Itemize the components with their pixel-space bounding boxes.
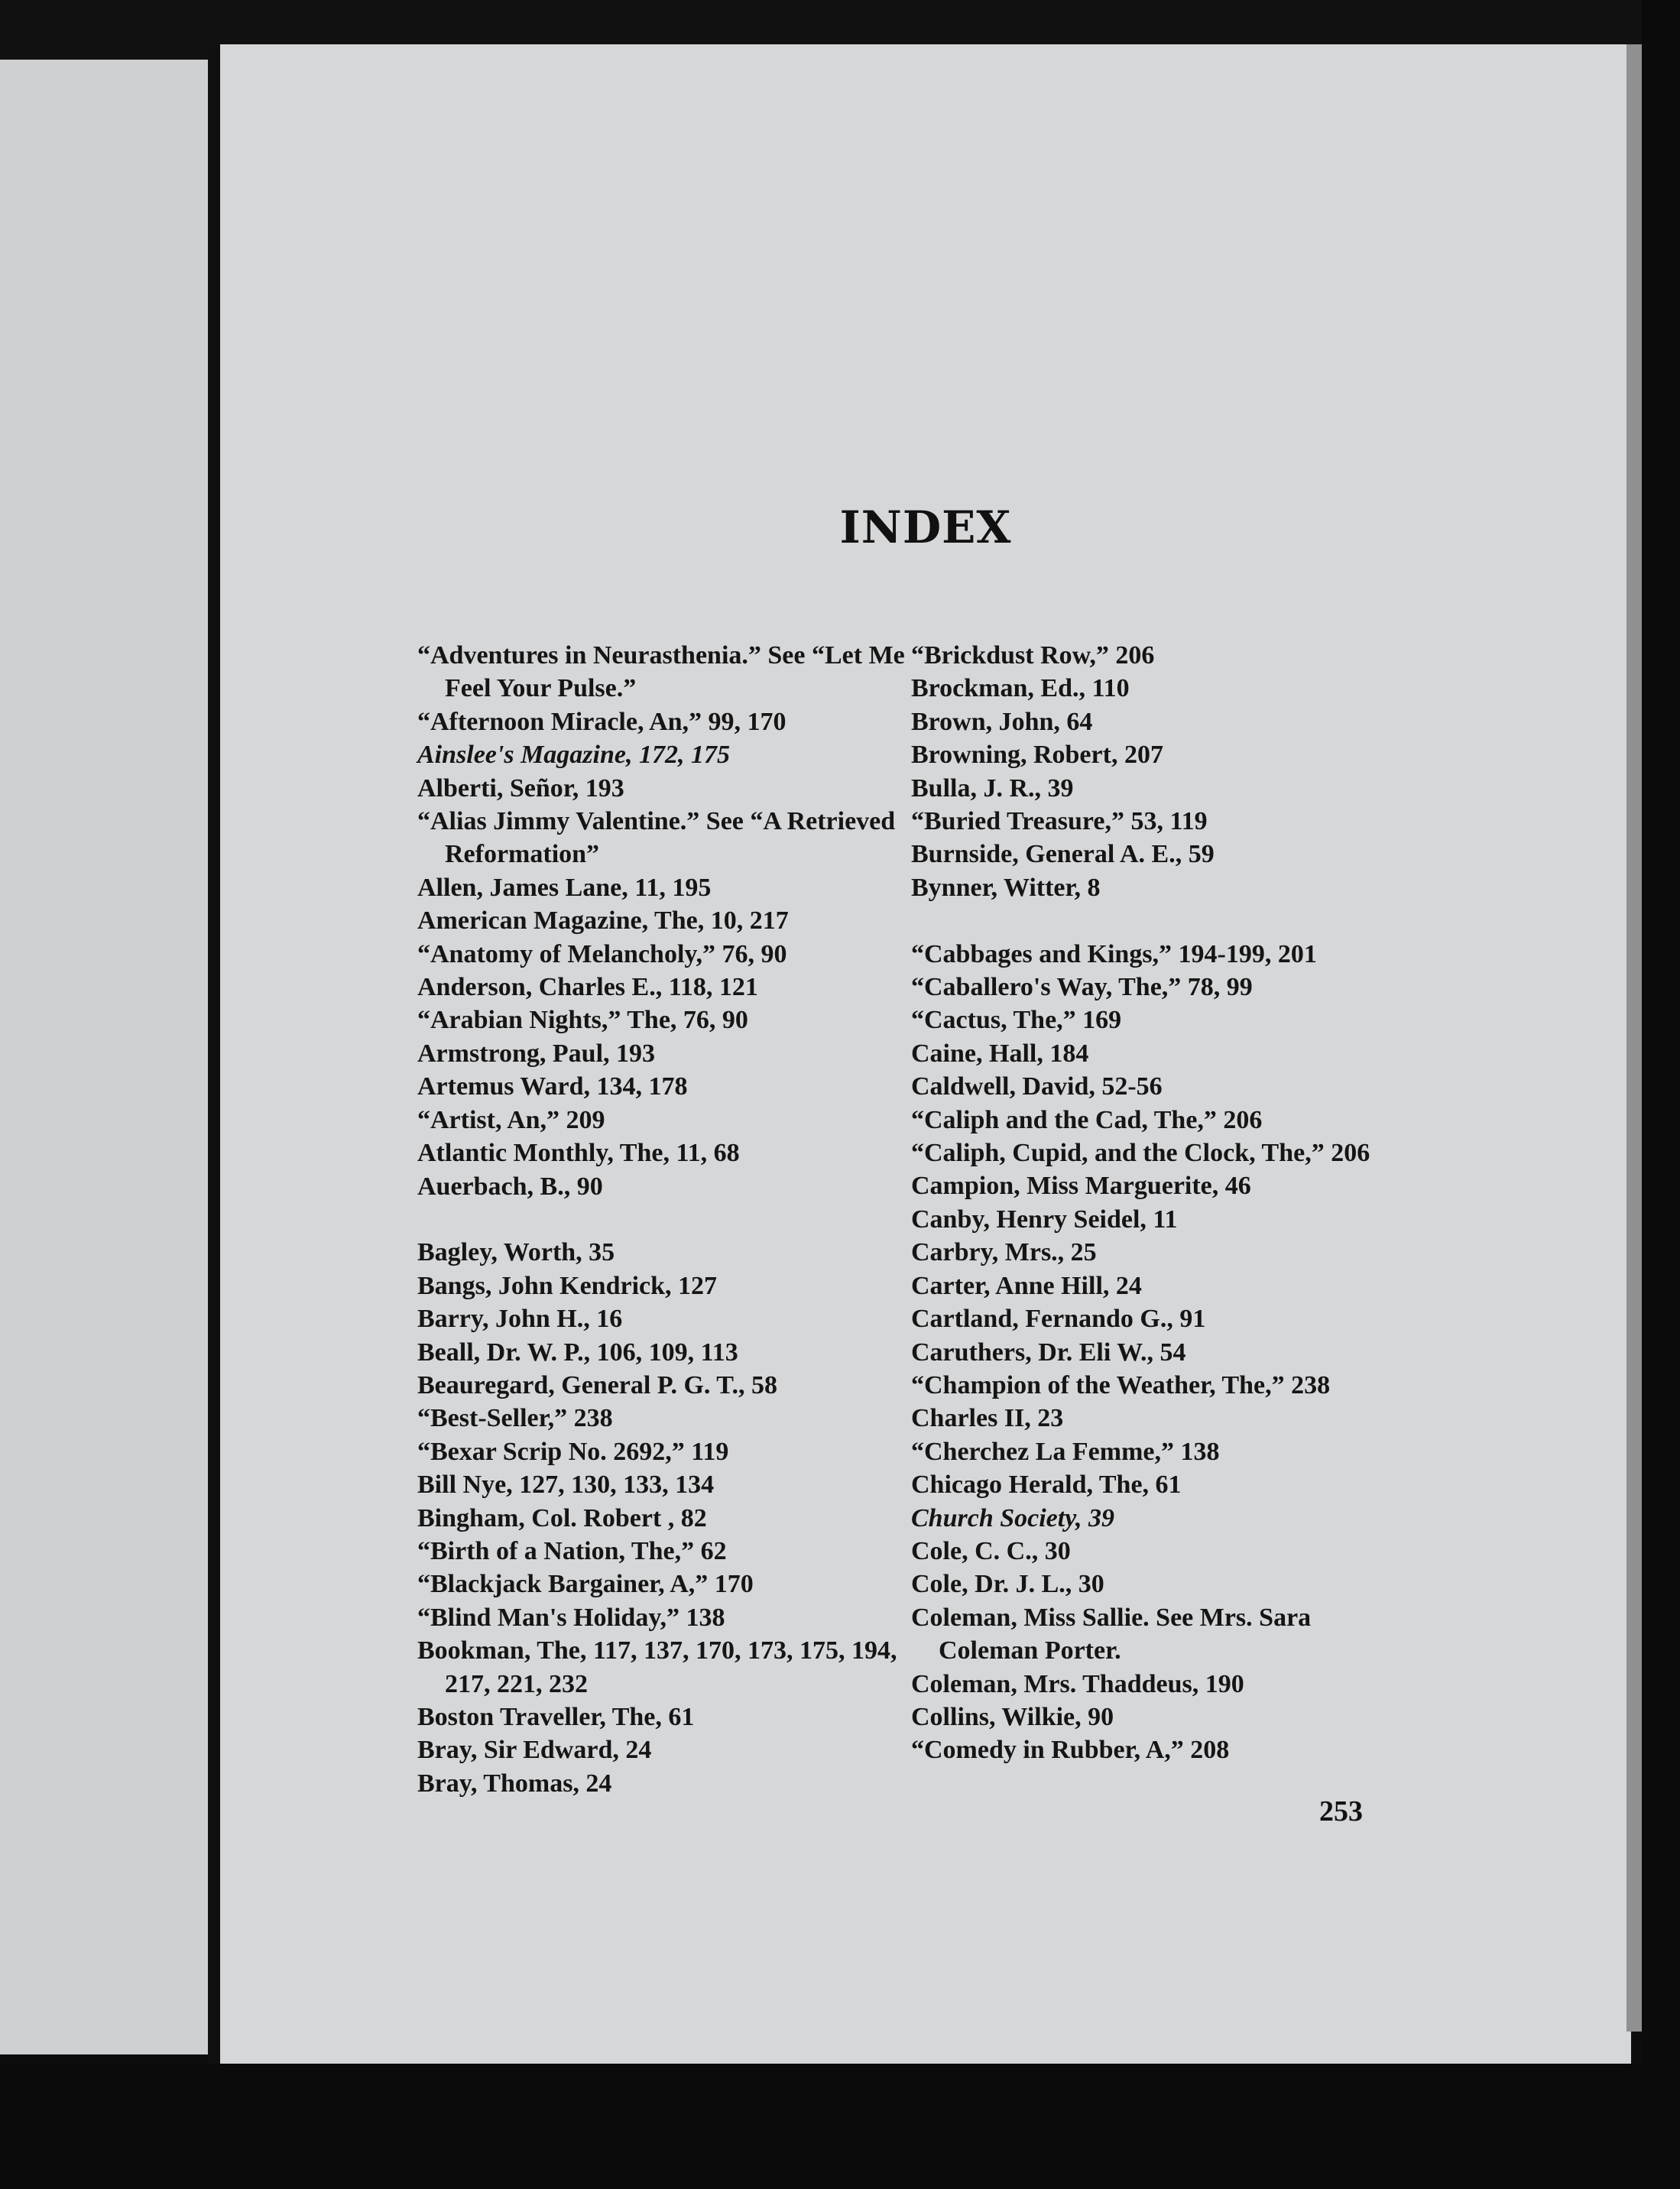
index-entry: “Anatomy of Melancholy,” 76, 90 <box>417 939 787 968</box>
index-entry: Bill Nye, 127, 130, 133, 134 <box>417 1471 715 1500</box>
index-entry: Bray, Thomas, 24 <box>417 1769 612 1798</box>
index-entry: Anderson, Charles E., 118, 121 <box>417 973 758 1002</box>
scan-right-border <box>1642 0 1680 2189</box>
index-entry: Carter, Anne Hill, 24 <box>911 1271 1142 1300</box>
index-entry: Atlantic Monthly, The, 11, 68 <box>417 1139 740 1168</box>
index-entry: “Arabian Nights,” The, 76, 90 <box>417 1006 748 1035</box>
index-entry: Burnside, General A. E., 59 <box>911 840 1215 869</box>
index-entry: “Bexar Scrip No. 2692,” 119 <box>417 1437 729 1466</box>
index-entry: Cartland, Fernando G., 91 <box>911 1305 1206 1334</box>
index-entry: Bray, Sir Edward, 24 <box>417 1736 652 1765</box>
index-entry: Coleman, Mrs. Thaddeus, 190 <box>911 1669 1244 1698</box>
index-entry: Armstrong, Paul, 193 <box>417 1039 656 1068</box>
index-entry: “Cactus, The,” 169 <box>911 1006 1122 1035</box>
index-entry: Alberti, Señor, 193 <box>417 773 624 803</box>
index-entry: “Champion of the Weather, The,” 238 <box>911 1370 1331 1399</box>
index-entry: Cole, Dr. J. L., 30 <box>911 1570 1104 1599</box>
index-entry: Carbry, Mrs., 25 <box>911 1238 1097 1267</box>
index-entry: “Caballero's Way, The,” 78, 99 <box>911 973 1253 1002</box>
index-entry: Brown, John, 64 <box>911 707 1093 736</box>
index-entry: “Caliph and the Cad, The,” 206 <box>911 1105 1263 1134</box>
index-page <box>220 44 1631 2064</box>
index-entry: Caldwell, David, 52-56 <box>911 1072 1163 1101</box>
index-entry: Church Society, 39 <box>911 1503 1115 1532</box>
index-entry: Beall, Dr. W. P., 106, 109, 113 <box>417 1338 738 1367</box>
index-entry: “Cabbages and Kings,” 194-199, 201 <box>911 939 1317 968</box>
index-entry: “Buried Treasure,” 53, 119 <box>911 807 1208 836</box>
index-entry: “Comedy in Rubber, A,” 208 <box>911 1736 1230 1765</box>
index-entry: “Blackjack Bargainer, A,” 170 <box>417 1570 754 1599</box>
index-entry: “Best-Seller,” 238 <box>417 1404 613 1433</box>
page-edge-shadow <box>1626 44 1642 2032</box>
index-entry: Caruthers, Dr. Eli W., 54 <box>911 1338 1186 1367</box>
index-entry: Chicago Herald, The, 61 <box>911 1471 1182 1500</box>
index-entry: Artemus Ward, 134, 178 <box>417 1072 688 1101</box>
index-entry: “Cherchez La Femme,” 138 <box>911 1437 1220 1466</box>
index-entry: Bynner, Witter, 8 <box>911 873 1101 902</box>
index-entry: Charles II, 23 <box>911 1404 1064 1433</box>
index-entry: Beauregard, General P. G. T., 58 <box>417 1370 777 1399</box>
index-entry: Campion, Miss Marguerite, 46 <box>911 1172 1251 1201</box>
index-entry: Barry, John H., 16 <box>417 1305 623 1334</box>
scan-bottom-border <box>0 2064 1680 2189</box>
index-entry: Boston Traveller, The, 61 <box>417 1702 695 1731</box>
index-entry: Allen, James Lane, 11, 195 <box>417 873 712 902</box>
index-entry: American Magazine, The, 10, 217 <box>417 906 789 936</box>
index-entry: Collins, Wilkie, 90 <box>911 1702 1114 1731</box>
index-entry: Bulla, J. R., 39 <box>911 773 1074 803</box>
index-entry: “Blind Man's Holiday,” 138 <box>417 1603 725 1632</box>
index-entry: Auerbach, B., 90 <box>417 1172 603 1201</box>
index-entry: Bagley, Worth, 35 <box>417 1238 615 1267</box>
page-number: 253 <box>1319 1795 1363 1827</box>
index-entry: Coleman, Miss Sallie. See Mrs. Sara Coleman Porter. <box>911 1603 1312 1665</box>
index-entry: “Alias Jimmy Valentine.” See “A Retrieved Reformation” <box>417 807 896 869</box>
index-entry: “Artist, An,” 209 <box>417 1105 605 1134</box>
index-entry: Bookman, The, 117, 137, 170, 173, 175, 194, 217, 221, 232 <box>417 1636 897 1698</box>
facing-page <box>0 60 208 2054</box>
index-entry: Canby, Henry Seidel, 11 <box>911 1205 1178 1234</box>
index-entry: Brockman, Ed., 110 <box>911 674 1130 703</box>
index-entry: Cole, C. C., 30 <box>911 1536 1071 1565</box>
index-entry: “Afternoon Miracle, An,” 99, 170 <box>417 707 786 736</box>
index-entry: “Adventures in Neurasthenia.” See “Let Me Feel Your Pulse.” <box>417 641 905 703</box>
index-entry: Bingham, Col. Robert , 82 <box>417 1503 707 1532</box>
page-title: INDEX <box>839 501 1012 553</box>
index-column-right <box>911 639 1400 1767</box>
index-entry: Ainslee's Magazine, 172, 175 <box>417 741 730 770</box>
index-entry: Bangs, John Kendrick, 127 <box>417 1271 718 1300</box>
index-entry: “Brickdust Row,” 206 <box>911 641 1155 670</box>
index-column-left <box>417 639 906 1800</box>
index-entry: Caine, Hall, 184 <box>911 1039 1089 1068</box>
index-entry: “Birth of a Nation, The,” 62 <box>417 1536 727 1565</box>
index-entry: “Caliph, Cupid, and the Clock, The,” 206 <box>911 1139 1370 1168</box>
index-entry: Browning, Robert, 207 <box>911 741 1163 770</box>
